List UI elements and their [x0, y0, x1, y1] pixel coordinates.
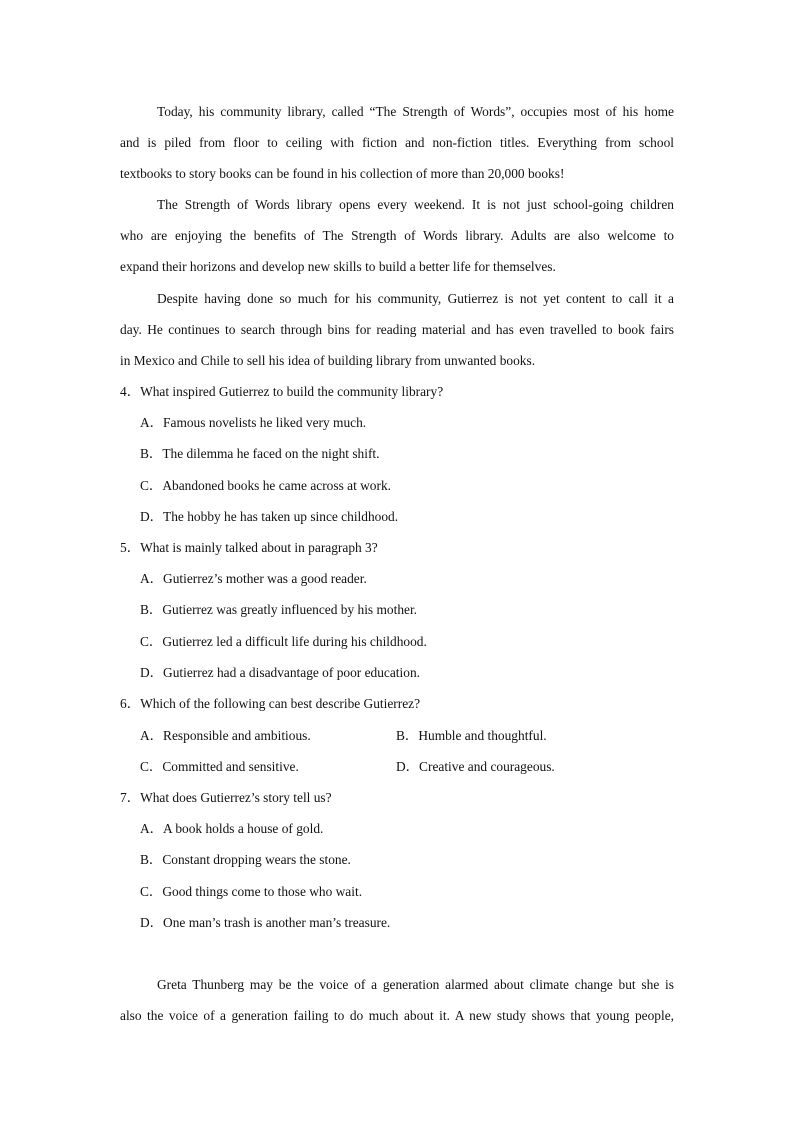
- answer-option-a: A．Responsible and ambitious.: [140, 728, 311, 743]
- question-stem: 6．Which of the following can best describe Gutierrez?: [120, 696, 421, 711]
- passage-line: day. He continues to search through bins for reading material and has even travelled to book fairs: [120, 322, 674, 337]
- answer-option-c: C．Good things come to those who wait.: [140, 884, 363, 899]
- answer-option-a: A．Famous novelists he liked very much.: [140, 415, 367, 430]
- passage-line: The Strength of Words library opens every weekend. It is not just school-going children: [157, 197, 674, 212]
- answer-option-b: B．Constant dropping wears the stone.: [140, 852, 351, 867]
- passage-line: Greta Thunberg may be the voice of a generation alarmed about climate change but she is: [157, 977, 674, 992]
- answer-option-b: B．The dilemma he faced on the night shift.: [140, 446, 380, 461]
- passage-line: in Mexico and Chile to sell his idea of building library from unwanted books.: [120, 353, 536, 368]
- answer-option-d: D．The hobby he has taken up since childhood.: [140, 509, 399, 524]
- passage-line: textbooks to story books can be found in his collection of more than 20,000 books!: [120, 166, 565, 181]
- passage-line: and is piled from floor to ceiling with fiction and non-fiction titles. Everything from school: [120, 135, 674, 150]
- answer-option-d: D．One man’s trash is another man’s treasure.: [140, 915, 391, 930]
- passage-line: Today, his community library, called “The Strength of Words”, occupies most of his home: [157, 104, 674, 119]
- answer-option-c: C．Abandoned books he came across at work.: [140, 478, 392, 493]
- answer-option-c: C．Gutierrez led a difficult life during his childhood.: [140, 634, 427, 649]
- question-stem: 5．What is mainly talked about in paragraph 3?: [120, 540, 378, 555]
- passage-line: Despite having done so much for his community, Gutierrez is not yet content to call it a: [157, 291, 674, 306]
- answer-option-b: B．Humble and thoughtful.: [396, 728, 547, 743]
- passage-line: who are enjoying the benefits of The Strength of Words library. Adults are also welcome to: [120, 228, 674, 243]
- question-stem: 7．What does Gutierrez’s story tell us?: [120, 790, 332, 805]
- answer-option-d: D．Creative and courageous.: [396, 759, 555, 774]
- question-stem: 4．What inspired Gutierrez to build the community library?: [120, 384, 444, 399]
- answer-option-a: A．A book holds a house of gold.: [140, 821, 324, 836]
- answer-option-b: B．Gutierrez was greatly influenced by his mother.: [140, 602, 418, 617]
- answer-option-a: A．Gutierrez’s mother was a good reader.: [140, 571, 367, 586]
- answer-option-c: C．Committed and sensitive.: [140, 759, 299, 774]
- answer-option-d: D．Gutierrez had a disadvantage of poor education.: [140, 665, 420, 680]
- passage-line: also the voice of a generation failing to do much about it. A new study shows that young people,: [120, 1008, 674, 1023]
- passage-line: expand their horizons and develop new skills to build a better life for themselves.: [120, 259, 556, 274]
